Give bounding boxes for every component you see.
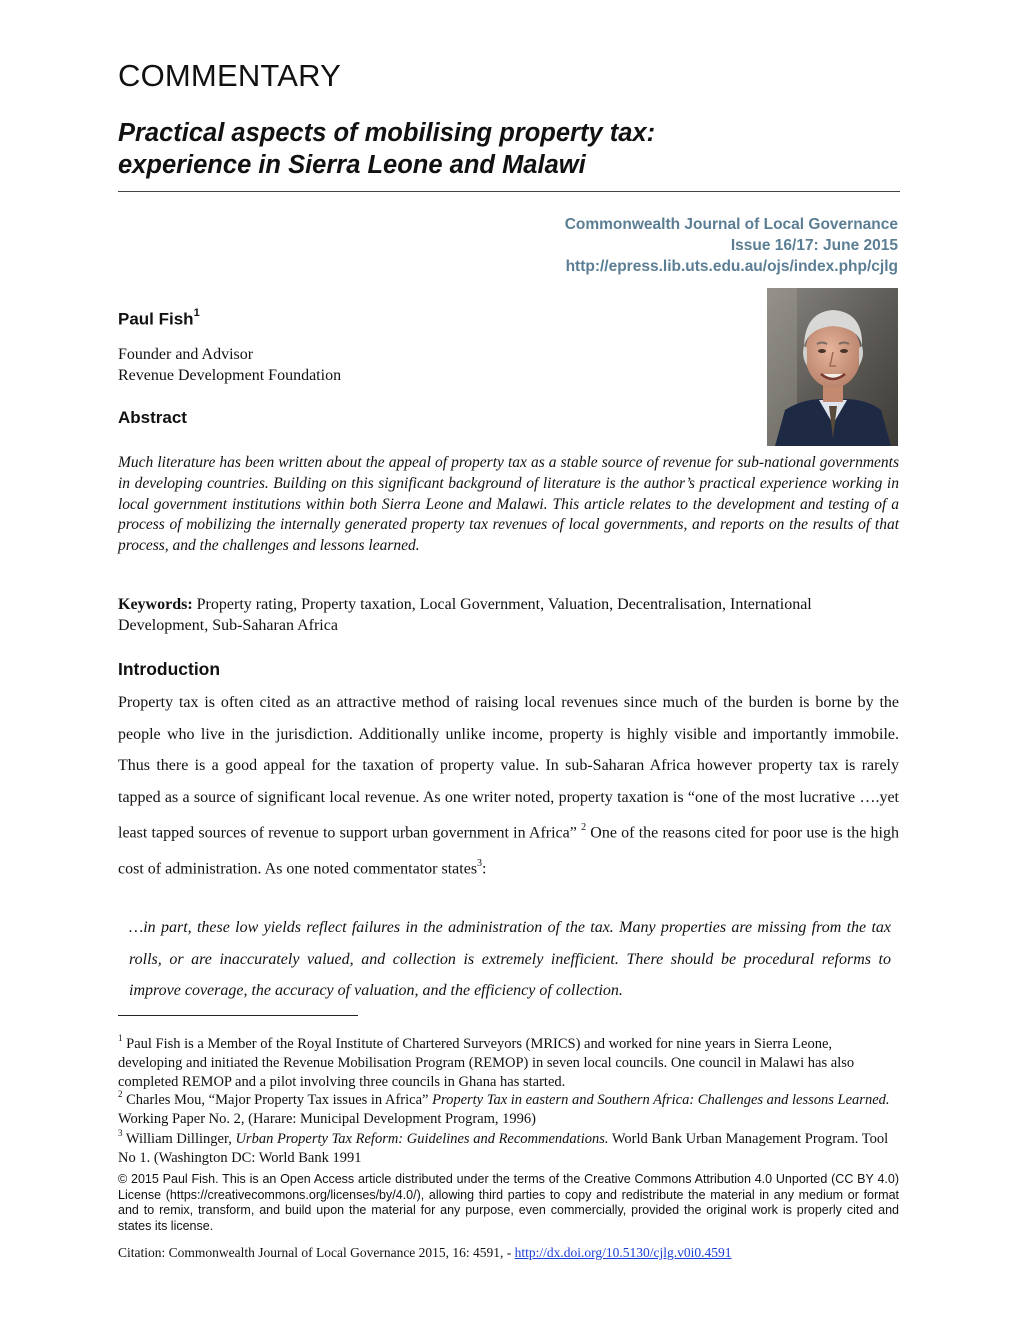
footnote-3-text-a: William Dillinger,	[122, 1130, 236, 1147]
author-footnote-mark[interactable]: 1	[193, 307, 200, 319]
footnote-ref-2[interactable]: 2	[581, 822, 587, 833]
doi-link[interactable]: http://dx.doi.org/10.5130/cjlg.v0i0.4591	[514, 1245, 732, 1260]
author-organisation: Revenue Development Foundation	[118, 367, 342, 384]
author-photo	[767, 288, 898, 446]
author-affiliation	[118, 344, 341, 386]
footnote-1	[118, 1030, 899, 1092]
footnote-2	[118, 1086, 899, 1129]
introduction-heading: Introduction	[118, 659, 221, 679]
license-notice: © 2015 Paul Fish. This is an Open Access article distributed under the terms of the Creative Commons Attribution 4.0 Unported (CC BY 4.0) License (https://creativecommons.org/licenses/by/4.0/), allowing third parties to copy and redistribute the material in any medium or format and to remix, transform, and build upon the material for any purpose, even commercially, provided the original work is properly cited and states its license.	[118, 1172, 899, 1233]
keywords-label: Keywords:	[118, 596, 193, 613]
abstract-text: Much literature has been written about the appeal of property tax as a stable source of revenue for sub-national governments in developing countries. Building on this significant background of literature is the author’s practical experience working in local government institutions within both Sierra Leone and Malawi. This article relates to the development and testing of a process of mobilizing the internally generated property tax revenues of local governments, and reports on the results of that process, and the challenges and lessons learned.	[118, 454, 899, 555]
journal-name: Commonwealth Journal of Local Governance	[564, 216, 898, 233]
footnote-divider	[118, 1015, 358, 1016]
citation	[118, 1244, 899, 1262]
citation-text: Citation: Commonwealth Journal of Local Governance 2015, 16: 4591, -	[118, 1245, 515, 1260]
intro-text-part-3: :	[482, 860, 487, 878]
footnote-3-mark: 3	[118, 1128, 123, 1138]
footnote-2-text-a: Charles Mou, “Major Property Tax issues in Africa”	[122, 1091, 433, 1108]
journal-url[interactable]: http://epress.lib.uts.edu.au/ojs/index.php/cjlg	[565, 258, 898, 275]
footnote-3-text-b: World Bank Urban Management Program. Tool No 1. (Washington DC: World Bank 1991	[118, 1130, 889, 1166]
title-line-1: Practical aspects of mobilising property tax:	[118, 119, 656, 147]
intro-text-part-1: Property tax is often cited as an attractive method of raising local revenues since much of the burden is borne by the people who live in the jurisdiction. Additionally unlike income, property is highly visible and importantly immobile. Thus there is a good appeal for the taxation of property value. In sub-Saharan Africa however property tax is rarely tapped as a source of significant local revenue. As one writer noted, property taxation is “one of the most lucrative ….yet least tapped sources of revenue to support urban government in Africa”	[118, 694, 899, 842]
keywords-list: Property rating, Property taxation, Local Government, Valuation, Decentralisation, International Development, Sub-Saharan Africa	[118, 596, 812, 634]
abstract-heading: Abstract	[118, 408, 187, 427]
author-name-text: Paul Fish	[118, 309, 194, 329]
footnote-2-mark: 2	[118, 1089, 123, 1099]
footnote-1-mark: 1	[118, 1033, 123, 1043]
intro-text-part-2: One of the reasons cited for poor use is the high cost of administration. As one noted commentator states	[118, 824, 899, 878]
introduction-paragraph	[118, 687, 899, 885]
author-name	[118, 309, 200, 330]
footnote-1-text: Paul Fish is a Member of the Royal Institute of Chartered Surveyors (MRICS) and worked for nine years in Sierra Leone, developing and initiated the Revenue Mobilisation Program (REMOP) in seven local councils. One council in Malawi has also completed REMOP and a pilot involving three councils in Ghana has started.	[118, 1035, 855, 1090]
title-divider	[118, 191, 900, 192]
title-line-2: experience in Sierra Leone and Malawi	[118, 151, 586, 179]
keywords	[118, 594, 899, 636]
footnote-ref-3[interactable]: 3	[477, 857, 483, 869]
journal-info	[565, 214, 898, 277]
section-label: COMMENTARY	[118, 58, 342, 93]
footnote-3	[118, 1125, 899, 1168]
article-title	[118, 117, 908, 181]
footnote-3-italic: Urban Property Tax Reform: Guidelines and Recommendations.	[235, 1130, 609, 1147]
footnote-2-italic: Property Tax in eastern and Southern Africa: Challenges and lessons Learned.	[432, 1091, 890, 1108]
author-role-title: Founder and Advisor	[118, 346, 254, 363]
footnote-2-text-b: Working Paper No. 2, (Harare: Municipal Development Program, 1996)	[118, 1110, 537, 1127]
block-quote: …in part, these low yields reflect failures in the administration of the tax. Many properties are missing from the tax rolls, or are inaccurately valued, and collection is extremely inefficient. There should be procedural reforms to improve coverage, the accuracy of valuation, and the efficiency of collection.	[129, 919, 891, 999]
journal-issue: Issue 16/17: June 2015	[730, 237, 898, 254]
